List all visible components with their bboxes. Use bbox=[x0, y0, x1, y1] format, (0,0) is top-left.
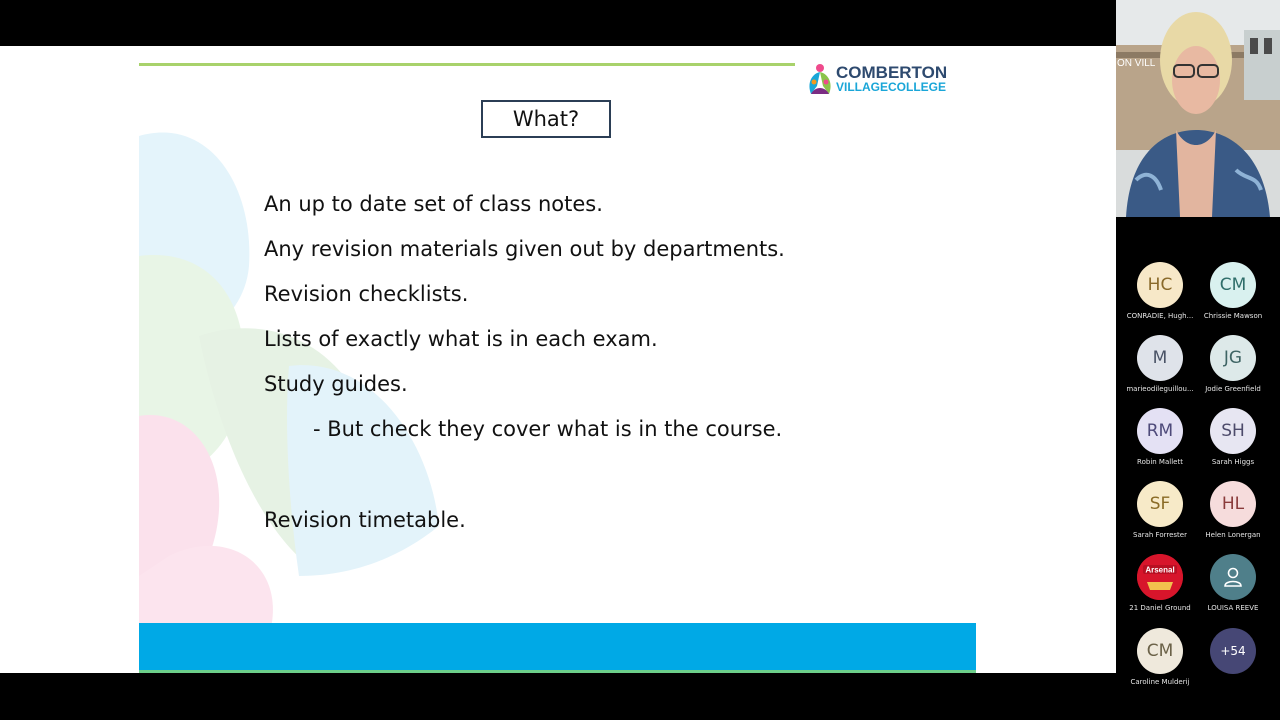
participant-name: marieodileguillou... bbox=[1126, 385, 1194, 393]
avatar: RM bbox=[1137, 408, 1183, 454]
person-icon bbox=[1222, 566, 1244, 588]
more-participants-count: +54 bbox=[1210, 628, 1256, 674]
participant-name: Caroline Mulderij bbox=[1130, 678, 1190, 686]
participant-tile[interactable] bbox=[1198, 335, 1268, 405]
avatar: JG bbox=[1210, 335, 1256, 381]
shared-slide bbox=[0, 46, 1116, 673]
participant-tile[interactable] bbox=[1125, 481, 1195, 551]
participant-tile[interactable] bbox=[1198, 481, 1268, 551]
participant-name: Chrissie Mawson bbox=[1203, 312, 1263, 320]
arsenal-crest-icon bbox=[1137, 554, 1183, 600]
avatar: HL bbox=[1210, 481, 1256, 527]
participant-tile[interactable] bbox=[1125, 262, 1195, 332]
bullet-subitem: - But check they cover what is in the course. bbox=[313, 417, 783, 441]
participant-name: Jodie Greenfield bbox=[1205, 385, 1261, 393]
slide-footer-band bbox=[139, 623, 976, 671]
participant-name: Robin Mallett bbox=[1137, 458, 1183, 466]
background-sign-text: ON VILL bbox=[1117, 58, 1156, 69]
participant-tile[interactable] bbox=[1125, 554, 1195, 624]
participant-name: LOUISA REEVE bbox=[1207, 604, 1259, 612]
participant-name: 21 Daniel Ground bbox=[1129, 604, 1191, 612]
avatar: CM bbox=[1137, 628, 1183, 674]
avatar: CM bbox=[1210, 262, 1256, 308]
slide-top-rule bbox=[139, 63, 795, 66]
participant-tile[interactable] bbox=[1198, 554, 1268, 624]
logo-text-line2: VILLAGECOLLEGE bbox=[836, 80, 947, 94]
bullet-item: Revision timetable. bbox=[264, 508, 466, 532]
avatar: SF bbox=[1137, 481, 1183, 527]
avatar: M bbox=[1137, 335, 1183, 381]
bullet-item: Study guides. bbox=[264, 372, 408, 396]
slide-footer-rule bbox=[139, 670, 976, 673]
participant-tile[interactable] bbox=[1125, 335, 1195, 405]
participant-name: CONRADIE, Hugh... bbox=[1126, 312, 1194, 320]
participants-panel bbox=[1116, 0, 1280, 720]
participant-name: Sarah Forrester bbox=[1133, 531, 1187, 539]
comberton-logo bbox=[805, 62, 955, 102]
logo-text-line1: COMBERTON bbox=[836, 63, 948, 82]
bullet-item: Lists of exactly what is in each exam. bbox=[264, 327, 658, 351]
speaker-video-frame bbox=[1116, 0, 1280, 217]
participant-name: Sarah Higgs bbox=[1211, 458, 1255, 466]
participant-tile[interactable] bbox=[1198, 408, 1268, 478]
participant-name: Helen Lonergan bbox=[1205, 531, 1261, 539]
speaker-video-tile[interactable] bbox=[1116, 0, 1280, 217]
participant-tile[interactable] bbox=[1198, 262, 1268, 332]
participant-tile[interactable] bbox=[1125, 408, 1195, 478]
college-logo-icon bbox=[805, 62, 835, 98]
avatar bbox=[1210, 554, 1256, 600]
slide-title: What? bbox=[481, 100, 611, 138]
participant-tile[interactable] bbox=[1125, 628, 1195, 698]
arsenal-crest-text: Arsenal bbox=[1145, 565, 1175, 575]
bullet-item: An up to date set of class notes. bbox=[264, 192, 603, 216]
more-participants-button[interactable] bbox=[1198, 628, 1268, 698]
bullet-item: Revision checklists. bbox=[264, 282, 469, 306]
arsenal-crest-icon bbox=[1137, 554, 1183, 600]
avatar: HC bbox=[1137, 262, 1183, 308]
bullet-item: Any revision materials given out by departments. bbox=[264, 237, 785, 261]
avatar: SH bbox=[1210, 408, 1256, 454]
